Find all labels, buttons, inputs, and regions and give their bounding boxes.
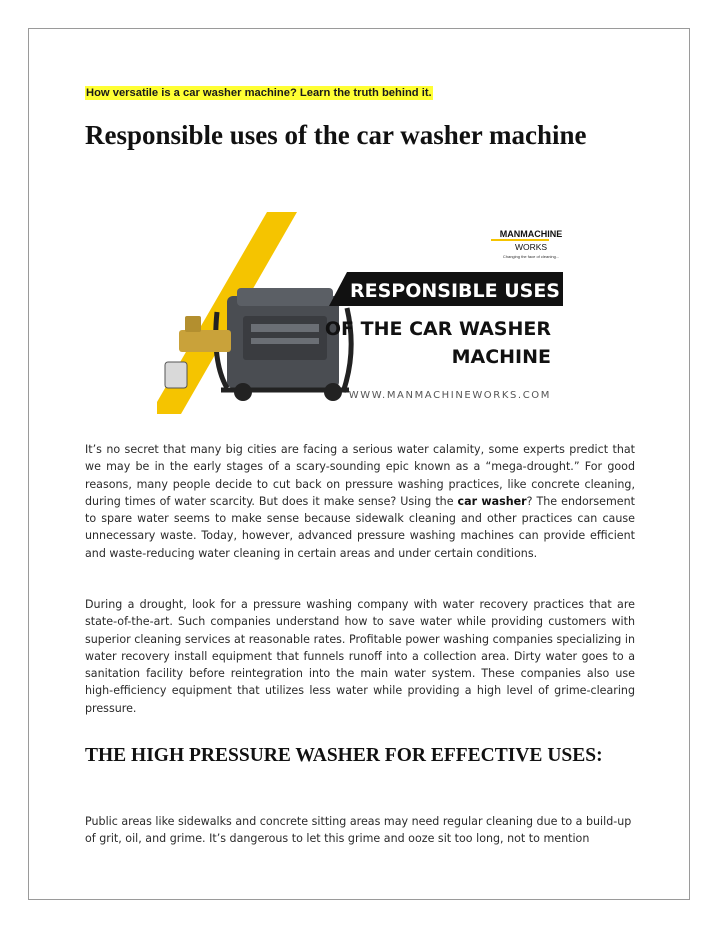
website-text: WWW.MANMACHINEWORKS.COM: [348, 390, 551, 401]
brand-logo: [491, 229, 562, 259]
paragraph-3: Public areas like sidewalks and concrete sitting areas may need regular cleaning due to a build-up of grit, oil, and grime. It’s dangerous to let this grime and ooze sit too long, not to mention: [85, 815, 632, 846]
logo-tagline: Changing the face of cleaning...: [502, 254, 560, 259]
logo-line2: WORKS: [514, 242, 548, 252]
tagline-highlight: How versatile is a car washer machine? Learn the truth behind it.: [86, 87, 432, 99]
logo-line1: MANMACHINE: [499, 229, 563, 239]
paragraph-1-text-a: It’s no secret that many big cities are facing a serious water calamity, some experts predict that we may be in the early stages of a scary-sounding epic known as a “mega-drought.” For good reasons, many people decide to cut back on pressure washing practices, like concrete cleaning, during times of water scarcity. But does it make sense? Using the: [85, 443, 635, 508]
car-washer-bold: car washer: [457, 494, 527, 508]
headline-line1: RESPONSIBLE USES: [350, 280, 560, 302]
page-title: Responsible uses of the car washer machine: [85, 120, 587, 150]
headline-line3: MACHINE: [451, 346, 551, 368]
section-heading: THE HIGH PRESSURE WASHER FOR EFFECTIVE USES:: [85, 745, 603, 766]
paragraph-1: [85, 441, 635, 562]
paragraph-1-text-b: ? The endorsement to spare water seems to make sense because sidewalk cleaning and other practices can cause unnecessary waste. Today, however, advanced pressure washing machines can provide efficient and waste-reducing water cleaning in certain areas and under certain conditions.: [85, 494, 635, 560]
headline-line2: OF THE CAR WASHER: [324, 318, 551, 340]
banner-image: [157, 212, 563, 414]
paragraph-2: During a drought, look for a pressure washing company with water recovery practices that are state-of-the-art. Such companies understand how to save water while providing customers with superior cleaning services at reasonable rates. Profitable power washing companies specializing in water recovery install equipment that funnels runoff into a collection area. Dirty water goes to a sanitation facility before reintegration into the main water system. These companies also use high-efficiency equipment that utilizes less water while providing a high level of grime-clearing pressure.: [85, 598, 635, 715]
